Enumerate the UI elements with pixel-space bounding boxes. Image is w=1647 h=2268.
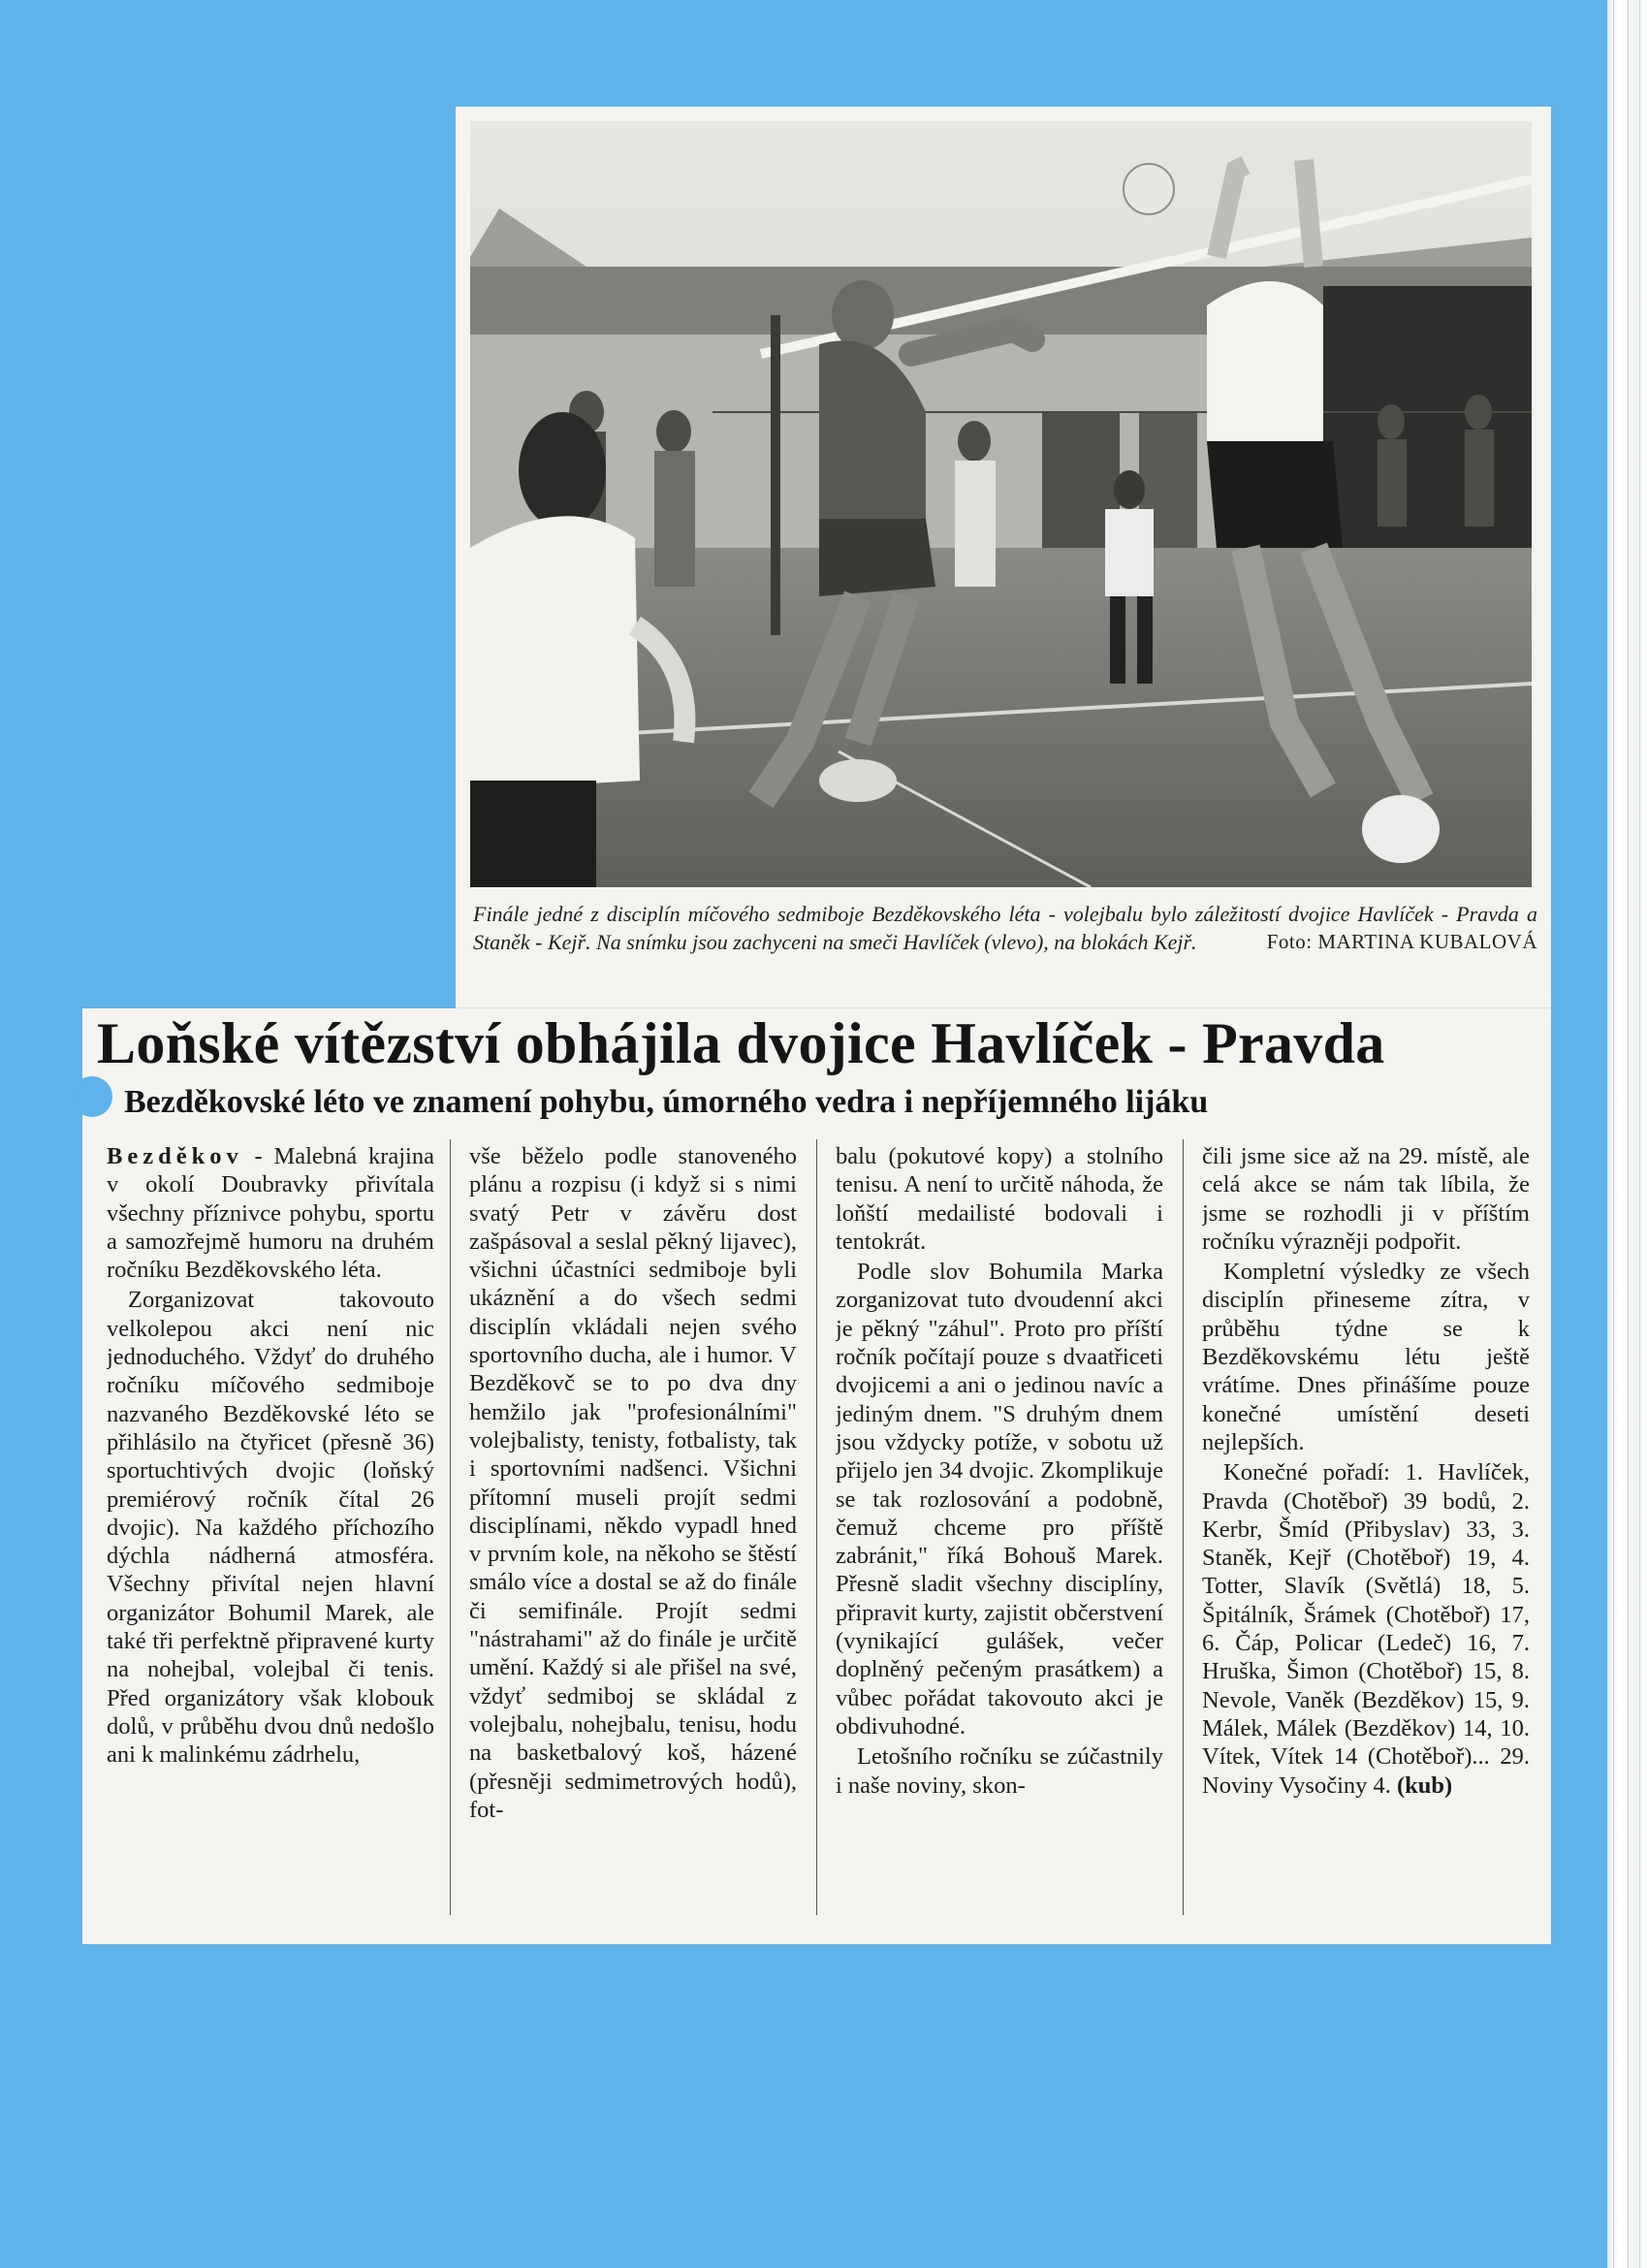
results-text: Konečné pořadí: 1. Havlíček, Pravda (Chotěboř) 39 bodů, 2. Kerbr, Šmíd (Přibyslav) 33, 3. Staněk, Kejř (Chotěboř) 19, 4. Totter, Slavík (Světlá) 18, 5. Špitálník, Šrámek (Chotěboř) 17, 6. Čáp, Policar (Ledeč) 16, 7. Hruška, Šimon (Chotěboř) 15, 8. Nevole, Vaněk (Bezděkov) 15, 9. Málek, Málek (Bezděkov) 14, 10. Vítek, Vítek 14 (Chotěboř)... 29. Noviny Vysočiny 4. xyxy=(1202,1459,1530,1799)
article-column-1 xyxy=(107,1142,434,1918)
byline: (kub) xyxy=(1397,1772,1453,1799)
dateline: Bezděkov xyxy=(107,1143,243,1169)
paragraph: Zorganizovat takovouto velkolepou akci není nic jednoduchého. Vždyť do druhého ročníku míčového sedmiboje nazvaného Bezděkovské léto se přihlásilo na čtyřicet (přesně 36) sportuchtivých dvojic (loňský premiérový ročník čítal 26 dvojic). Na každého příchozího dýchla nádherná atmosféra. Všechny přivítal nejen hlavní organizátor Bohumil Marek, ale také tři perfektně připravené kurty na nohejbal, volejbal či tenis. Před organizátory však klobouk dolů, v průběhu dvou dnů nedošlo ani k malinkému zádrhelu, xyxy=(107,1287,434,1769)
paragraph xyxy=(1202,1458,1530,1800)
punch-hole xyxy=(72,1076,112,1117)
plastic-sleeve-edge xyxy=(1607,0,1647,2268)
paragraph: Letošního ročníku se zúčastnily i naše noviny, skon- xyxy=(836,1743,1163,1799)
paragraph: čili jsme sice až na 29. místě, ale celá akce se nám tak líbila, že jsme se rozhodli ji v příštím ročníku výrazněji podpořit. xyxy=(1202,1143,1530,1255)
photo-credit: Foto: MARTINA KUBALOVÁ xyxy=(1266,930,1537,953)
article-column-2 xyxy=(469,1142,797,1918)
article-column-3 xyxy=(836,1142,1163,1918)
photo-illustration xyxy=(470,121,1532,887)
column-rule xyxy=(450,1139,451,1915)
paragraph: vše běželo podle stanoveného plánu a rozpisu (i když si s nimi svatý Petr v závěru dost zašpásoval a seslal pěkný lijavec), všichni účastníci sedmiboje byli ukáznění a do všech sedmi disciplín vkládali nejen svého sportovního ducha, ale i humor. V Bezděkovč se to po dva dny hemžilo jak "profesionálními" volejbalisty, tenisty, fotbalisty, tak i sportovními nadšenci. Všichni přítomní museli projít sedmi disciplínami, někdo vypadl hned v prvním kole, na někoho se štěstí smálo více a dostal se až do finále či semifinále. Projít sedmi "nástrahami" až do finále je určitě umění. Každý si ale přišel na své, vždyť sedmiboj se skládal z volejbalu, nohejbalu, tenisu, hodu na basketbalový koš, házené (přesněji sedmimetrových hodů), fot- xyxy=(469,1143,797,1823)
volleyball-photo xyxy=(470,121,1532,887)
paragraph xyxy=(107,1142,434,1284)
photo-caption xyxy=(473,900,1537,956)
column-rule xyxy=(1183,1139,1184,1915)
paragraph: Kompletní výsledky ze všech disciplín přineseme zítra, v průběhu týdne se k Bezděkovskému létu ještě vrátíme. Dnes přinášíme pouze konečné umístění deseti nejlepších. xyxy=(1202,1259,1530,1455)
paragraph: Podle slov Bohumila Marka zorganizovat tuto dvoudenní akci je pěkný "záhul". Proto pro příští ročník počítají pouze s dvaatřiceti dvojicemi a ani o jedinou navíc a jediným dnem. "S druhým dnem jsou vždycky potíže, v sobotu už přijelo jen 34 dvojic. Zkomplikuje se tak rozlosování a podobně, čemuž chceme pro příště zabránit," říká Bohouš Marek. Přesně sladit všechny disciplíny, připravit kurty, zajistit občerstvení (vynikající gulášek, večer doplněný pečeným prasátkem) a vůbec pořádat takovouto akci je obdivuhodné. xyxy=(836,1259,1163,1740)
article-column-4 xyxy=(1202,1142,1530,1918)
article-headline: Loňské vítězství obhájila dvojice Havlíček - Pravda xyxy=(97,1011,1385,1075)
column-rule xyxy=(816,1139,817,1915)
caption-text: Finále jedné z disciplín míčového sedmiboje Bezděkovského léta - volejbalu bylo záležitostí dvojice Havlíček - Pravda a Staněk - Kejř. Na snímku jsou zachyceni na smeči Havlíček (vlevo), na blokách Kejř. xyxy=(473,902,1537,954)
paragraph: balu (pokutové kopy) a stolního tenisu. A není to určitě náhoda, že loňští medailisté bodovali i tentokrát. xyxy=(836,1143,1163,1255)
paragraph-text: - Malebná krajina v okolí Doubravky přivítala všechny příznivce pohybu, sportu a samozřejmě humoru na druhém ročníku Bezděkovského léta. xyxy=(107,1143,434,1284)
article-subheadline: Bezděkovské léto ve znamení pohybu, úmorného vedra i nepříjemného lijáku xyxy=(124,1084,1209,1120)
